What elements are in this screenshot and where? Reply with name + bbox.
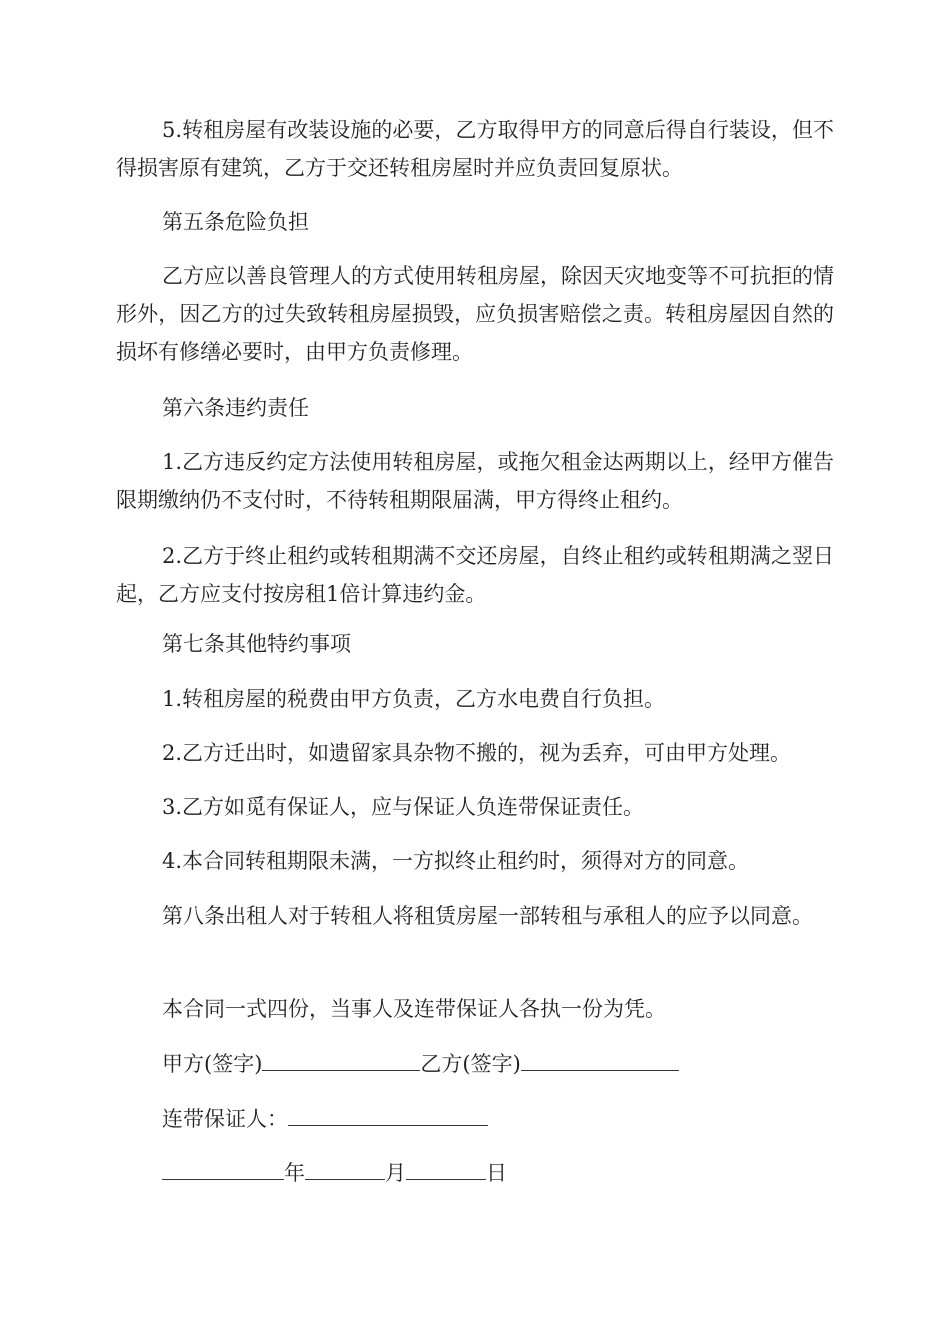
copies-statement: 本合同一式四份，当事人及连带保证人各执一份为凭。 — [162, 997, 666, 1021]
party-b-label: 乙方(签字) — [420, 1052, 521, 1076]
clause-6-heading: 第六条违约责任 — [162, 396, 309, 420]
clause-5-body: 乙方应以善良管理人的方式使用转租房屋，除因天灾地变等不可抗拒的情形外，因乙方的过失致转租房屋损毁，应负损害赔偿之责。转租房屋因自然的损坏有修缮必要时，由甲方负责修理。 — [116, 264, 834, 364]
year-label: 年 — [284, 1161, 305, 1185]
clause-7-item-3: 3.乙方如觅有保证人，应与保证人负连带保证责任。 — [162, 795, 645, 819]
party-a-signature-blank[interactable] — [262, 1044, 420, 1071]
party-signature-line — [162, 1044, 679, 1083]
date-line — [162, 1153, 507, 1192]
clause-6-item-1: 1.乙方违反约定方法使用转租房屋，或拖欠租金达两期以上，经甲方催告限期缴纳仍不支付时，不待转租期限届满，甲方得终止租约。 — [116, 450, 834, 512]
clause-6-item-2: 2.乙方于终止租约或转租期满不交还房屋，自终止租约或转租期满之翌日起，乙方应支付按房租1倍计算违约金。 — [116, 544, 834, 606]
party-a-label: 甲方(签字) — [162, 1052, 263, 1076]
clause-5-heading: 第五条危险负担 — [162, 210, 309, 234]
clause-7-item-1: 1.转租房屋的税费由甲方负责，乙方水电费自行负担。 — [162, 687, 666, 711]
party-b-signature-blank[interactable] — [521, 1044, 679, 1071]
clause-7-heading: 第七条其他特约事项 — [162, 632, 351, 656]
month-blank[interactable] — [305, 1153, 385, 1180]
guarantor-signature-blank[interactable] — [288, 1099, 488, 1126]
clause-4-item-5: 5.转租房屋有改装设施的必要，乙方取得甲方的同意后得自行装设，但不得损害原有建筑，乙方于交还转租房屋时并应负责回复原状。 — [116, 118, 834, 180]
clause-8: 第八条出租人对于转租人将租赁房屋一部转租与承租人的应予以同意。 — [162, 904, 813, 928]
month-label: 月 — [385, 1161, 406, 1185]
guarantor-signature-line — [162, 1099, 488, 1138]
day-blank[interactable] — [406, 1153, 486, 1180]
year-blank[interactable] — [162, 1153, 284, 1180]
clause-7-item-4: 4.本合同转租期限未满，一方拟终止租约时，须得对方的同意。 — [162, 849, 750, 873]
day-label: 日 — [486, 1161, 507, 1185]
guarantor-label: 连带保证人： — [162, 1107, 288, 1131]
clause-7-item-2: 2.乙方迁出时，如遗留家具杂物不搬的，视为丢弃，可由甲方处理。 — [162, 741, 792, 765]
